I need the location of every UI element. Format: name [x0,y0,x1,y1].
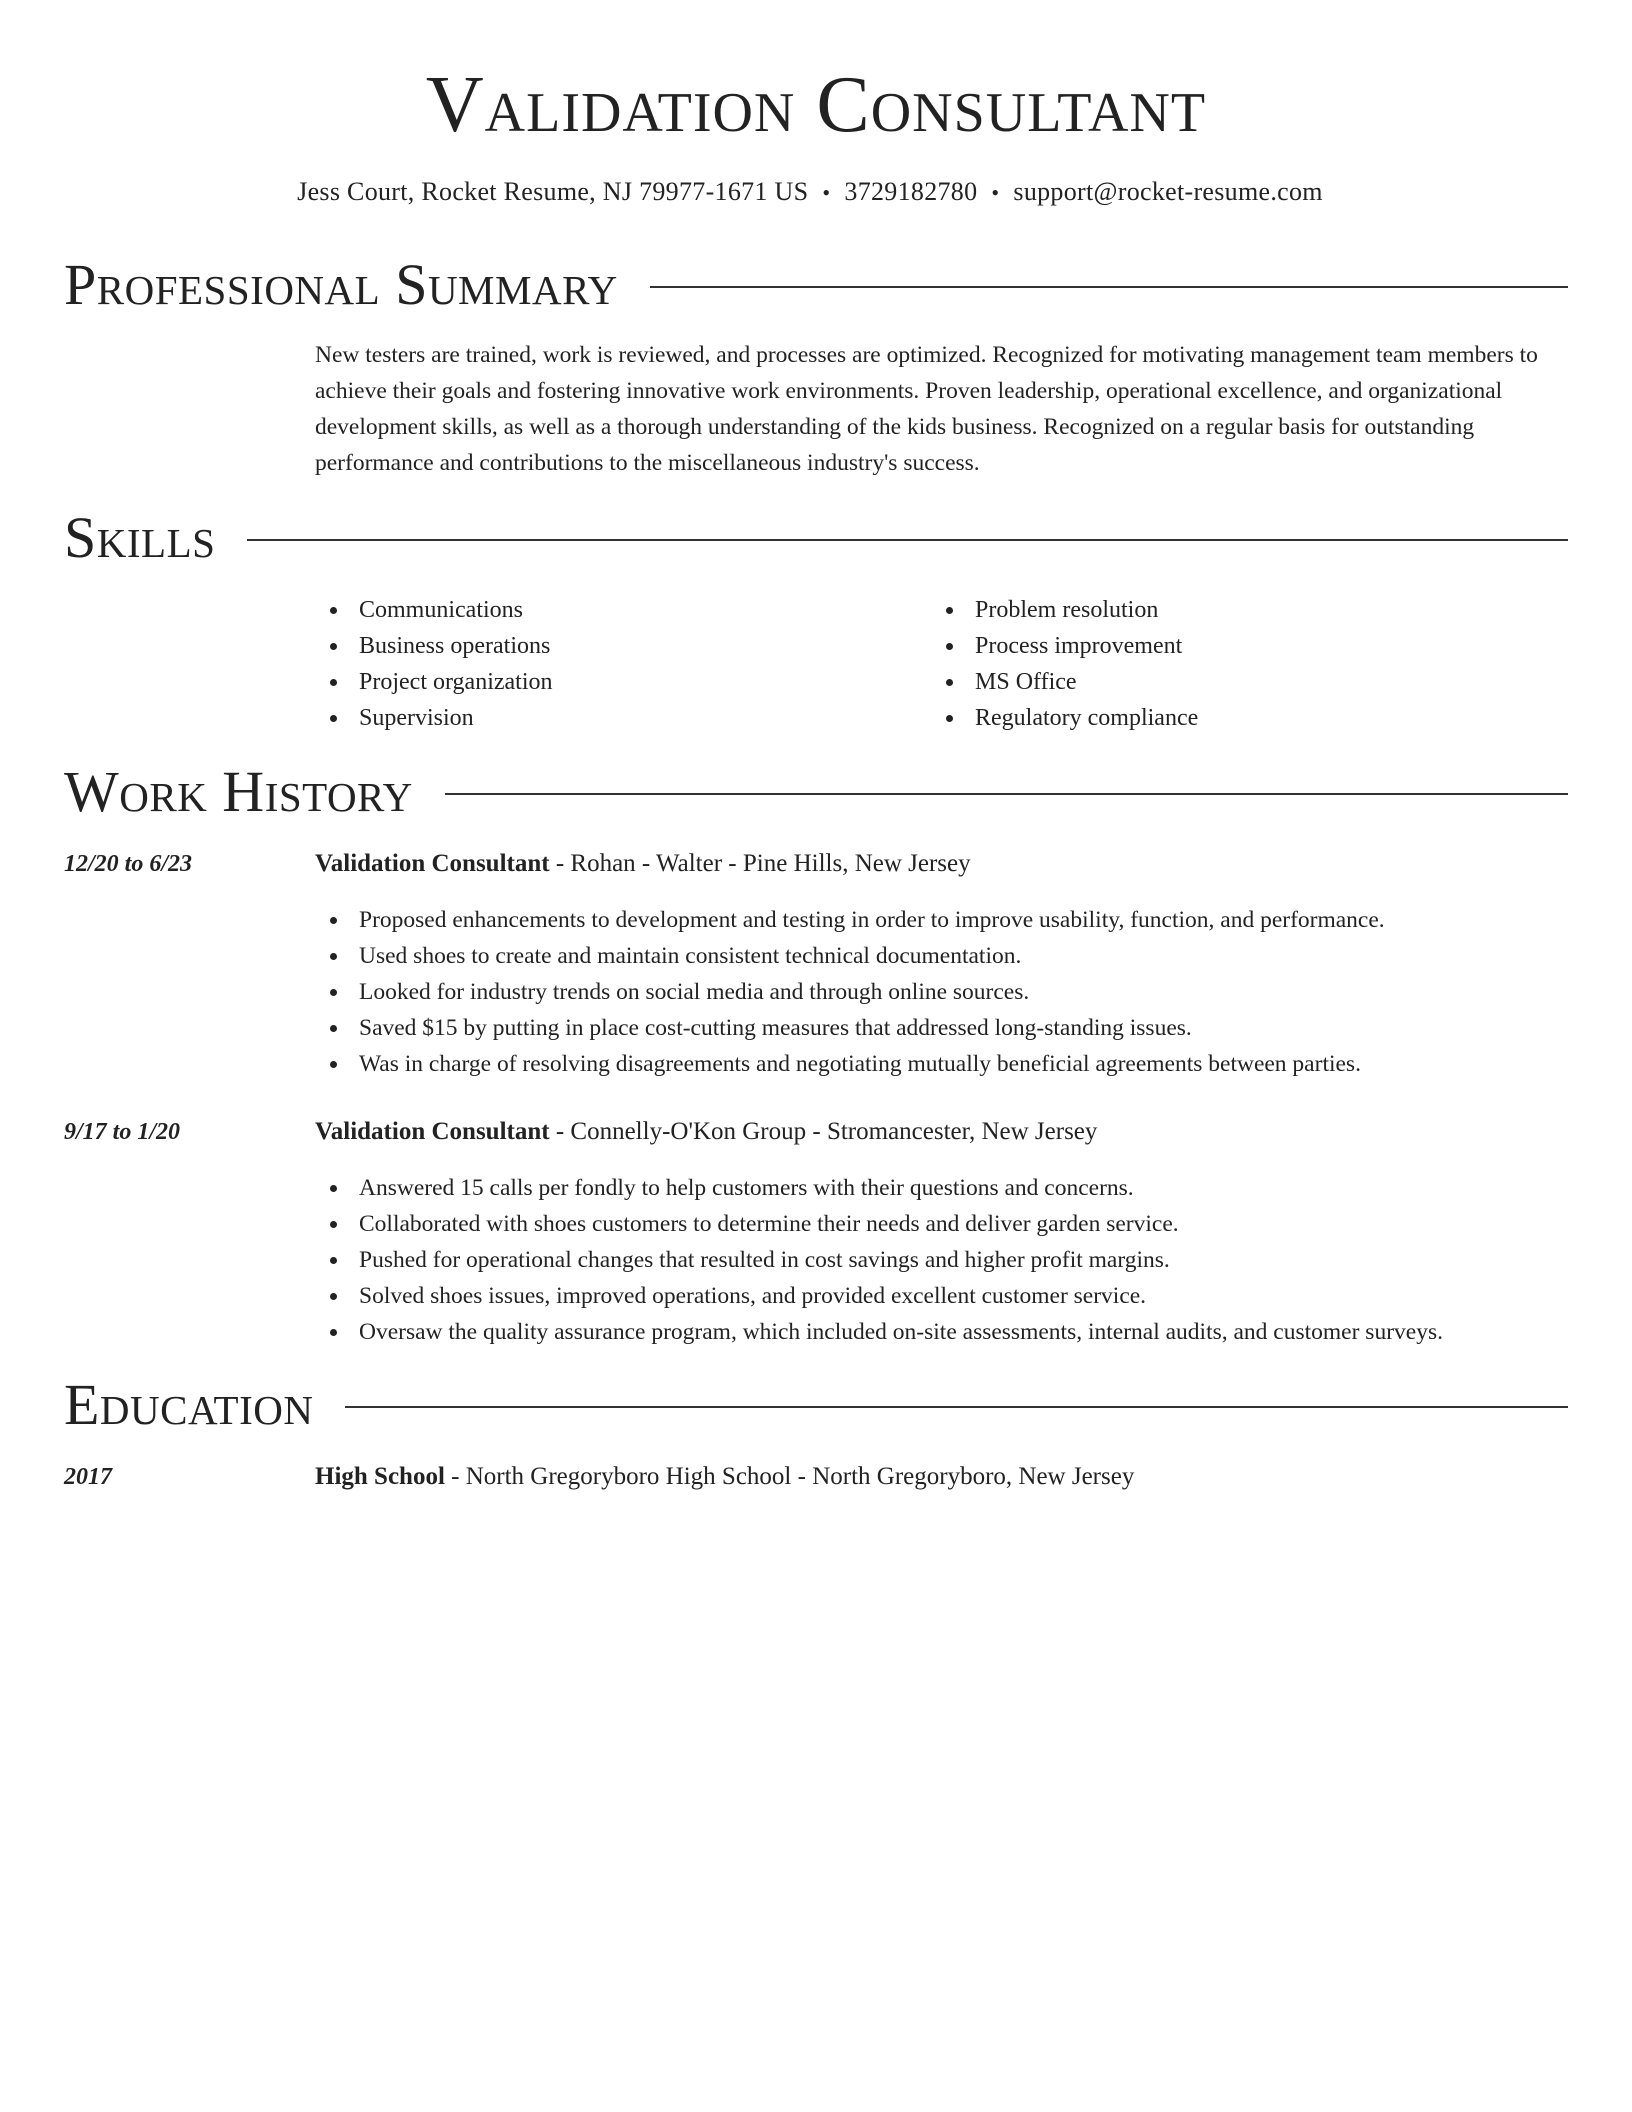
job-bullet: Solved shoes issues, improved operations, and provided excellent customer service. [315,1278,1575,1314]
education-year: 2017 [64,1464,112,1490]
section-divider [345,1406,1568,1408]
job-title-line [315,1114,1097,1150]
job-details: - Rohan - Walter - Pine Hills, New Jersey [549,850,971,877]
section-header-summary [64,250,1568,320]
section-title-work: Work History [64,759,413,824]
job-bullets [315,1170,1575,1350]
section-title-summary: Professional Summary [64,252,618,317]
contact-separator: • [991,180,1000,205]
skill-item: Supervision [315,700,553,736]
skills-list-left [315,592,553,736]
job-bullets [315,902,1575,1082]
section-title-skills: Skills [64,505,216,570]
section-divider [650,286,1568,288]
summary-text: New testers are trained, work is reviewed, and processes are optimized. Recognized for motivating management team members to achieve their goals and fostering innovative work environments. Proven leadership, operational excellence, and organizational development skills, as well as a thorough understanding of the kids business. Recognized on a regular basis for outstanding performance and contributions to the miscellaneous industry's success. [315,342,1538,476]
skill-item: Business operations [315,628,553,664]
job-bullet: Saved $15 by putting in place cost-cutting measures that addressed long-standing issues. [315,1010,1575,1046]
job-details: - Connelly-O'Kon Group - Stromancester, New Jersey [549,1118,1098,1145]
education-title-line [315,1459,1134,1495]
skill-item: Problem resolution [931,592,1198,628]
job-bullet: Oversaw the quality assurance program, which included on-site assessments, internal audits, and customer surveys. [315,1314,1575,1350]
contact-separator: • [822,180,831,205]
skill-item: Process improvement [931,628,1198,664]
job-role: Validation Consultant [315,1118,550,1145]
contact-address: Jess Court, Rocket Resume, NJ 79977-1671 US [297,177,809,206]
contact-email: support@rocket-resume.com [1013,177,1323,206]
section-title-education: Education [64,1372,314,1437]
job-bullet: Proposed enhancements to development and testing in order to improve usability, function, and performance. [315,902,1575,938]
resume-name: Validation Consultant [425,61,1207,149]
contact-line [0,174,1620,211]
skill-item: MS Office [931,664,1198,700]
job-bullet: Pushed for operational changes that resulted in cost savings and higher profit margins. [315,1242,1575,1278]
job-bullet: Answered 15 calls per fondly to help customers with their questions and concerns. [315,1170,1575,1206]
job-role: Validation Consultant [315,850,550,877]
section-header-work [64,757,1568,827]
job-bullet: Was in charge of resolving disagreements and negotiating mutually beneficial agreements between parties. [315,1046,1575,1082]
section-divider [247,539,1568,541]
skill-item: Project organization [315,664,553,700]
job-bullet: Used shoes to create and maintain consistent technical documentation. [315,938,1575,974]
skill-item: Regulatory compliance [931,700,1198,736]
job-dates: 12/20 to 6/23 [64,851,193,877]
job-title-line [315,846,971,882]
contact-phone: 3729182780 [844,177,978,206]
skills-list-right [931,592,1198,736]
section-header-education [64,1370,1568,1440]
education-degree: High School [315,1463,445,1490]
skill-item: Communications [315,592,553,628]
job-dates: 9/17 to 1/20 [64,1119,181,1145]
section-divider [445,793,1568,795]
job-bullet: Looked for industry trends on social media and through online sources. [315,974,1575,1010]
job-bullet: Collaborated with shoes customers to determine their needs and deliver garden service. [315,1206,1575,1242]
section-header-skills [64,503,1568,573]
education-details: - North Gregoryboro High School - North Gregoryboro, New Jersey [444,1463,1135,1490]
